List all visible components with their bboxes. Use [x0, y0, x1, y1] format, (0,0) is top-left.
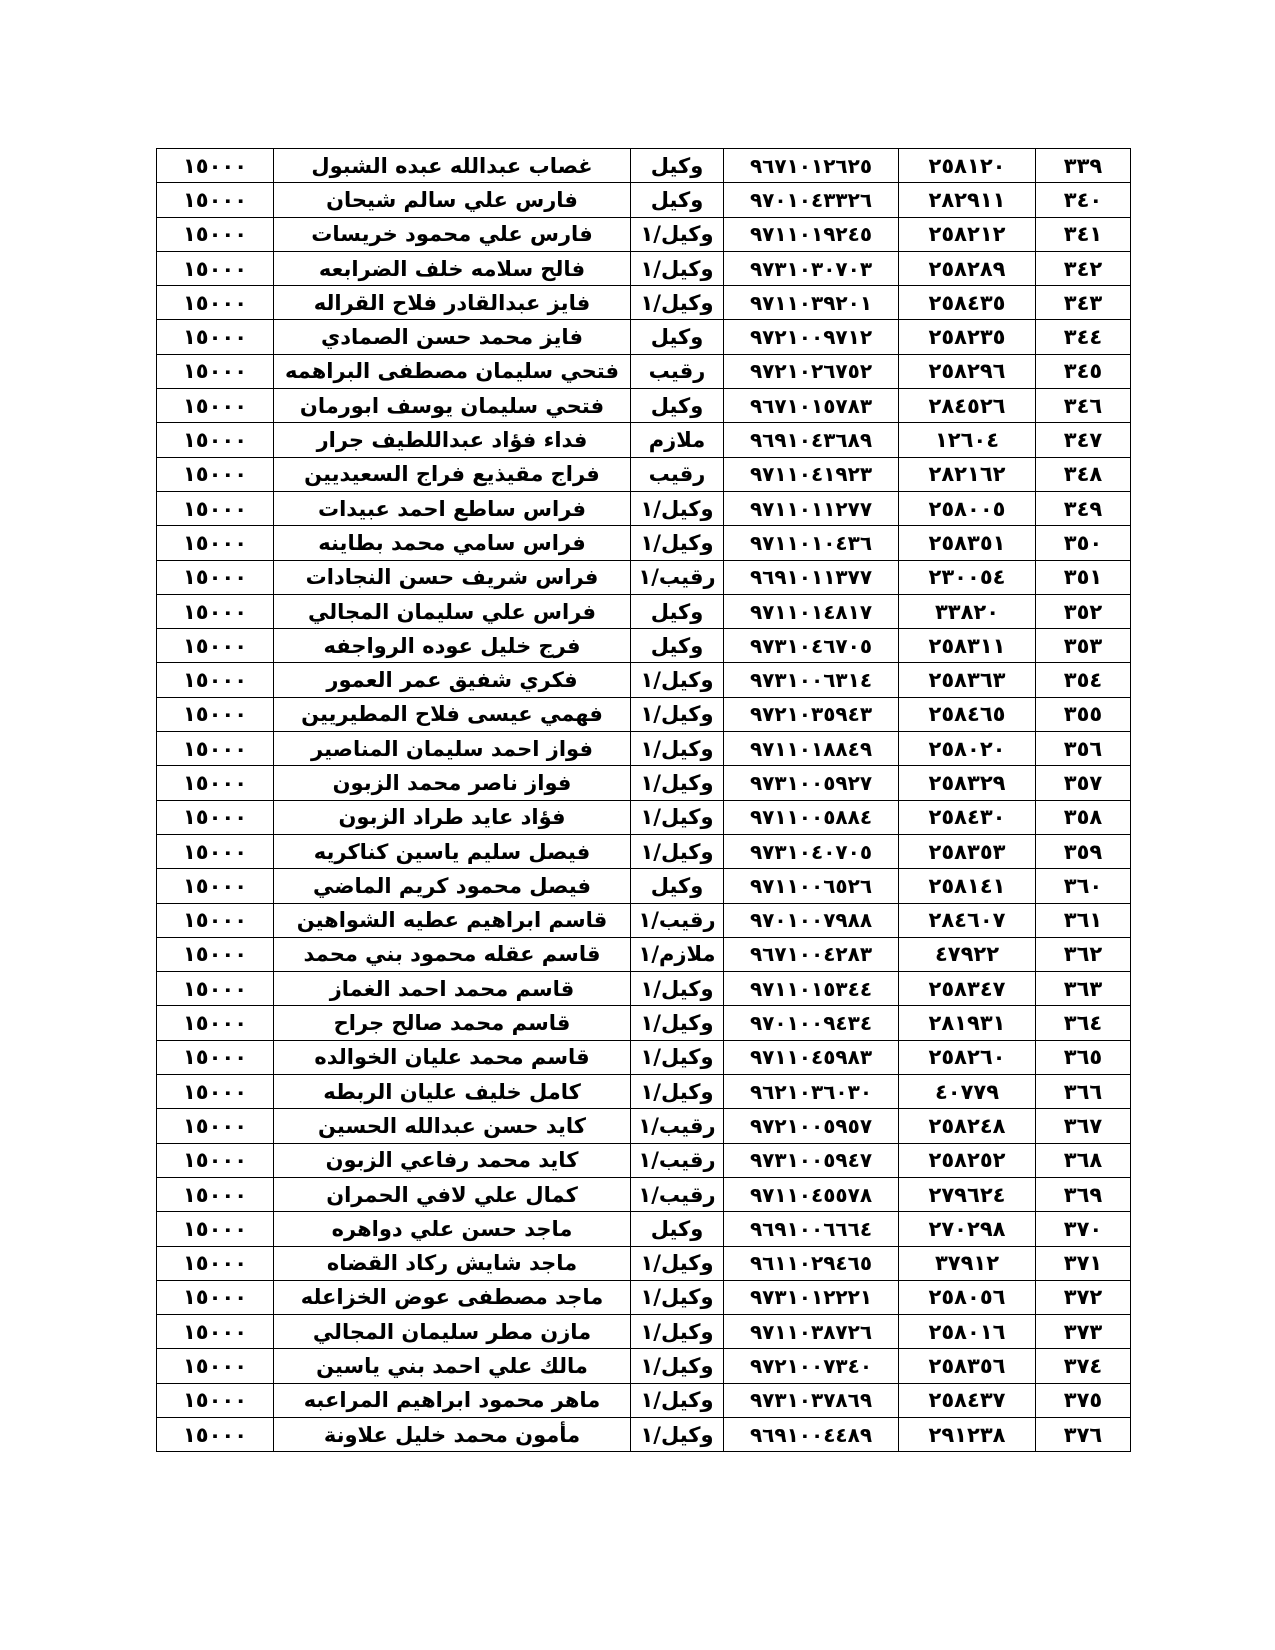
person-name-cell: مازن مطر سليمان المجالي	[274, 1315, 631, 1349]
serial-number-cell: ٣٧٦	[1036, 1417, 1131, 1451]
amount-cell: ١٥٠٠٠	[157, 1383, 274, 1417]
amount-cell: ١٥٠٠٠	[157, 217, 274, 251]
rank-cell: رقيب/١	[631, 560, 724, 594]
national-number-cell: ٩٧٣١٠٣٠٧٠٣	[724, 251, 899, 285]
military-number-cell: ٢٥٨٤٣٧	[899, 1383, 1036, 1417]
amount-cell: ١٥٠٠٠	[157, 389, 274, 423]
amount-cell: ١٥٠٠٠	[157, 491, 274, 525]
serial-number-cell: ٣٧١	[1036, 1246, 1131, 1280]
roster-table	[156, 148, 1131, 1452]
rank-cell: وكيل/١	[631, 251, 724, 285]
rank-cell: رقيب/١	[631, 1177, 724, 1211]
national-number-cell: ٩٧٣١٠٠٦٣١٤	[724, 663, 899, 697]
rank-cell: وكيل/١	[631, 972, 724, 1006]
person-name-cell: غصاب عبدالله عبده الشبول	[274, 149, 631, 183]
amount-cell: ١٥٠٠٠	[157, 1417, 274, 1451]
national-number-cell: ٩٦٧١٠١٢٦٢٥	[724, 149, 899, 183]
military-number-cell: ٢٥٨٣٥٦	[899, 1349, 1036, 1383]
national-number-cell: ٩٧١١٠١٤٨١٧	[724, 594, 899, 628]
serial-number-cell: ٣٤٢	[1036, 251, 1131, 285]
person-name-cell: كمال علي لافي الحمران	[274, 1177, 631, 1211]
person-name-cell: قاسم محمد احمد الغماز	[274, 972, 631, 1006]
amount-cell: ١٥٠٠٠	[157, 834, 274, 868]
amount-cell: ١٥٠٠٠	[157, 1075, 274, 1109]
amount-cell: ١٥٠٠٠	[157, 183, 274, 217]
serial-number-cell: ٣٤٨	[1036, 457, 1131, 491]
amount-cell: ١٥٠٠٠	[157, 320, 274, 354]
serial-number-cell: ٣٥٧	[1036, 766, 1131, 800]
person-name-cell: قاسم محمد صالح جراح	[274, 1006, 631, 1040]
national-number-cell: ٩٧١١٠٤١٩٢٣	[724, 457, 899, 491]
national-number-cell: ٩٧٠١٠٠٩٤٣٤	[724, 1006, 899, 1040]
table-row	[157, 1075, 1131, 1109]
person-name-cell: فراس علي سليمان المجالي	[274, 594, 631, 628]
person-name-cell: فالح سلامه خلف الضرابعه	[274, 251, 631, 285]
serial-number-cell: ٣٦٤	[1036, 1006, 1131, 1040]
table-row	[157, 217, 1131, 251]
table-row	[157, 1006, 1131, 1040]
rank-cell: وكيل/١	[631, 1246, 724, 1280]
table-row	[157, 766, 1131, 800]
military-number-cell: ٢٥٨٢٨٩	[899, 251, 1036, 285]
table-row	[157, 800, 1131, 834]
table-row	[157, 457, 1131, 491]
national-number-cell: ٩٦١١٠٢٩٤٦٥	[724, 1246, 899, 1280]
national-number-cell: ٩٧٣١٠١٢٢٢١	[724, 1280, 899, 1314]
military-number-cell: ٢٥٨١٤١	[899, 869, 1036, 903]
serial-number-cell: ٣٥١	[1036, 560, 1131, 594]
table-row	[157, 1280, 1131, 1314]
person-name-cell: ماهر محمود ابراهيم المراعبه	[274, 1383, 631, 1417]
military-number-cell: ٣٣٨٢٠	[899, 594, 1036, 628]
rank-cell: وكيل/١	[631, 1417, 724, 1451]
military-number-cell: ٢٧٠٢٩٨	[899, 1212, 1036, 1246]
amount-cell: ١٥٠٠٠	[157, 1315, 274, 1349]
rank-cell: وكيل	[631, 389, 724, 423]
table-row	[157, 1040, 1131, 1074]
amount-cell: ١٥٠٠٠	[157, 766, 274, 800]
table-row	[157, 937, 1131, 971]
amount-cell: ١٥٠٠٠	[157, 937, 274, 971]
national-number-cell: ٩٦٩١٠١١٣٧٧	[724, 560, 899, 594]
national-number-cell: ٩٦٧١٠٠٤٢٨٣	[724, 937, 899, 971]
rank-cell: رقيب	[631, 354, 724, 388]
person-name-cell: فارس علي محمود خريسات	[274, 217, 631, 251]
serial-number-cell: ٣٤٦	[1036, 389, 1131, 423]
national-number-cell: ٩٧١١٠٤٥٥٧٨	[724, 1177, 899, 1211]
person-name-cell: فكري شفيق عمر العمور	[274, 663, 631, 697]
national-number-cell: ٩٧١١٠١٩٢٤٥	[724, 217, 899, 251]
military-number-cell: ٣٧٩١٢	[899, 1246, 1036, 1280]
serial-number-cell: ٣٦٣	[1036, 972, 1131, 1006]
table-row	[157, 1177, 1131, 1211]
serial-number-cell: ٣٣٩	[1036, 149, 1131, 183]
serial-number-cell: ٣٤٩	[1036, 491, 1131, 525]
national-number-cell: ٩٧١١٠٠٦٥٢٦	[724, 869, 899, 903]
rank-cell: وكيل/١	[631, 1040, 724, 1074]
military-number-cell: ٢٧٩٦٢٤	[899, 1177, 1036, 1211]
national-number-cell: ٩٧٣١٠٠٥٩٢٧	[724, 766, 899, 800]
military-number-cell: ٢٥٨٣١١	[899, 629, 1036, 663]
table-row	[157, 1212, 1131, 1246]
rank-cell: وكيل	[631, 149, 724, 183]
military-number-cell: ٢٥٨٢٣٥	[899, 320, 1036, 354]
rank-cell: رقيب	[631, 457, 724, 491]
rank-cell: وكيل/١	[631, 1349, 724, 1383]
person-name-cell: قاسم عقله محمود بني محمد	[274, 937, 631, 971]
serial-number-cell: ٣٦٩	[1036, 1177, 1131, 1211]
table-row	[157, 1246, 1131, 1280]
rank-cell: رقيب/١	[631, 1109, 724, 1143]
military-number-cell: ٢٥٨٣٦٣	[899, 663, 1036, 697]
serial-number-cell: ٣٤٠	[1036, 183, 1131, 217]
national-number-cell: ٩٧٠١٠٤٣٣٢٦	[724, 183, 899, 217]
military-number-cell: ٢٨٤٦٠٧	[899, 903, 1036, 937]
national-number-cell: ٩٧٣١٠٣٧٨٦٩	[724, 1383, 899, 1417]
table-row	[157, 732, 1131, 766]
serial-number-cell: ٣٤٥	[1036, 354, 1131, 388]
person-name-cell: فهمي عيسى فلاح المطيريين	[274, 697, 631, 731]
person-name-cell: كامل خليف عليان الربطه	[274, 1075, 631, 1109]
table-row	[157, 423, 1131, 457]
table-row	[157, 1143, 1131, 1177]
rank-cell: رقيب/١	[631, 903, 724, 937]
person-name-cell: مالك علي احمد بني ياسين	[274, 1349, 631, 1383]
rank-cell: وكيل/١	[631, 491, 724, 525]
serial-number-cell: ٣٦٧	[1036, 1109, 1131, 1143]
national-number-cell: ٩٧٢١٠٠٥٩٥٧	[724, 1109, 899, 1143]
table-row	[157, 560, 1131, 594]
serial-number-cell: ٣٥٣	[1036, 629, 1131, 663]
table-row	[157, 1349, 1131, 1383]
military-number-cell: ٢٥٨٠٠٥	[899, 491, 1036, 525]
military-number-cell: ٢٥٨٠٥٦	[899, 1280, 1036, 1314]
person-name-cell: فايز عبدالقادر فلاح القراله	[274, 286, 631, 320]
military-number-cell: ١٢٦٠٤	[899, 423, 1036, 457]
serial-number-cell: ٣٥٥	[1036, 697, 1131, 731]
amount-cell: ١٥٠٠٠	[157, 1349, 274, 1383]
national-number-cell: ٩٧١١٠٣٩٢٠١	[724, 286, 899, 320]
amount-cell: ١٥٠٠٠	[157, 1109, 274, 1143]
rank-cell: وكيل	[631, 594, 724, 628]
national-number-cell: ٩٦٩١٠٠٦٦٦٤	[724, 1212, 899, 1246]
table-row	[157, 526, 1131, 560]
military-number-cell: ٢٥٨٠٢٠	[899, 732, 1036, 766]
military-number-cell: ٢٩١٢٣٨	[899, 1417, 1036, 1451]
table-row	[157, 286, 1131, 320]
military-number-cell: ٢٨١٩٣١	[899, 1006, 1036, 1040]
rank-cell: وكيل	[631, 869, 724, 903]
national-number-cell: ٩٧١١٠١١٢٧٧	[724, 491, 899, 525]
military-number-cell: ٢٨٤٥٢٦	[899, 389, 1036, 423]
rank-cell: ملازم	[631, 423, 724, 457]
rank-cell: رقيب/١	[631, 1143, 724, 1177]
military-number-cell: ٢٥٨٢٩٦	[899, 354, 1036, 388]
person-name-cell: فتحي سليمان مصطفى البراهمه	[274, 354, 631, 388]
serial-number-cell: ٣٥٨	[1036, 800, 1131, 834]
military-number-cell: ٤٠٧٧٩	[899, 1075, 1036, 1109]
person-name-cell: فارس علي سالم شيحان	[274, 183, 631, 217]
person-name-cell: قاسم ابراهيم عطيه الشواهين	[274, 903, 631, 937]
table-row	[157, 149, 1131, 183]
rank-cell: وكيل/١	[631, 1383, 724, 1417]
national-number-cell: ٩٧٣١٠٠٥٩٤٧	[724, 1143, 899, 1177]
table-row	[157, 1315, 1131, 1349]
military-number-cell: ٢٥٨٢١٢	[899, 217, 1036, 251]
national-number-cell: ٩٧١١٠١٠٤٣٦	[724, 526, 899, 560]
serial-number-cell: ٣٧٥	[1036, 1383, 1131, 1417]
serial-number-cell: ٣٦٥	[1036, 1040, 1131, 1074]
amount-cell: ١٥٠٠٠	[157, 903, 274, 937]
national-number-cell: ٩٧٢١٠٣٥٩٤٣	[724, 697, 899, 731]
amount-cell: ١٥٠٠٠	[157, 457, 274, 491]
national-number-cell: ٩٧١١٠٤٥٩٨٣	[724, 1040, 899, 1074]
national-number-cell: ٩٧١١٠١٨٨٤٩	[724, 732, 899, 766]
person-name-cell: ماجد شايش ركاد القضاه	[274, 1246, 631, 1280]
amount-cell: ١٥٠٠٠	[157, 663, 274, 697]
amount-cell: ١٥٠٠٠	[157, 800, 274, 834]
amount-cell: ١٥٠٠٠	[157, 526, 274, 560]
table-row	[157, 251, 1131, 285]
table-row	[157, 354, 1131, 388]
rank-cell: وكيل/١	[631, 834, 724, 868]
military-number-cell: ٢٨٢٩١١	[899, 183, 1036, 217]
rank-cell: وكيل/١	[631, 766, 724, 800]
amount-cell: ١٥٠٠٠	[157, 251, 274, 285]
person-name-cell: فراس شريف حسن النجادات	[274, 560, 631, 594]
military-number-cell: ٢٥٨٤٣٥	[899, 286, 1036, 320]
amount-cell: ١٥٠٠٠	[157, 560, 274, 594]
person-name-cell: كايد حسن عبدالله الحسين	[274, 1109, 631, 1143]
rank-cell: وكيل	[631, 629, 724, 663]
rank-cell: وكيل/١	[631, 217, 724, 251]
table-row	[157, 869, 1131, 903]
military-number-cell: ٢٥٨٤٣٠	[899, 800, 1036, 834]
amount-cell: ١٥٠٠٠	[157, 697, 274, 731]
amount-cell: ١٥٠٠٠	[157, 1212, 274, 1246]
rank-cell: وكيل/١	[631, 1006, 724, 1040]
rank-cell: وكيل/١	[631, 732, 724, 766]
person-name-cell: كايد محمد رفاعي الزبون	[274, 1143, 631, 1177]
person-name-cell: فرج خليل عوده الرواجفه	[274, 629, 631, 663]
serial-number-cell: ٣٧٤	[1036, 1349, 1131, 1383]
national-number-cell: ٩٧١١٠١٥٣٤٤	[724, 972, 899, 1006]
serial-number-cell: ٣٥٦	[1036, 732, 1131, 766]
person-name-cell: فراس ساطع احمد عبيدات	[274, 491, 631, 525]
person-name-cell: فراس سامي محمد بطاينه	[274, 526, 631, 560]
serial-number-cell: ٣٦٦	[1036, 1075, 1131, 1109]
serial-number-cell: ٣٥٢	[1036, 594, 1131, 628]
person-name-cell: فيصل محمود كريم الماضي	[274, 869, 631, 903]
national-number-cell: ٩٦٢١٠٣٦٠٣٠	[724, 1075, 899, 1109]
table-row	[157, 972, 1131, 1006]
rank-cell: وكيل/١	[631, 1075, 724, 1109]
table-row	[157, 389, 1131, 423]
serial-number-cell: ٣٦٨	[1036, 1143, 1131, 1177]
rank-cell: وكيل/١	[631, 1315, 724, 1349]
table-row	[157, 1109, 1131, 1143]
military-number-cell: ٢٥٨٤٦٥	[899, 697, 1036, 731]
person-name-cell: ماجد مصطفى عوض الخزاعله	[274, 1280, 631, 1314]
amount-cell: ١٥٠٠٠	[157, 354, 274, 388]
amount-cell: ١٥٠٠٠	[157, 1177, 274, 1211]
person-name-cell: مأمون محمد خليل علاونة	[274, 1417, 631, 1451]
amount-cell: ١٥٠٠٠	[157, 1280, 274, 1314]
serial-number-cell: ٣٥٠	[1036, 526, 1131, 560]
amount-cell: ١٥٠٠٠	[157, 1143, 274, 1177]
person-name-cell: فتحي سليمان يوسف ابورمان	[274, 389, 631, 423]
table-row	[157, 594, 1131, 628]
amount-cell: ١٥٠٠٠	[157, 149, 274, 183]
amount-cell: ١٥٠٠٠	[157, 732, 274, 766]
national-number-cell: ٩٧٢١٠٠٩٧١٢	[724, 320, 899, 354]
serial-number-cell: ٣٤٧	[1036, 423, 1131, 457]
rank-cell: وكيل/١	[631, 663, 724, 697]
rank-cell: وكيل/١	[631, 1280, 724, 1314]
serial-number-cell: ٣٧٠	[1036, 1212, 1131, 1246]
military-number-cell: ٢٨٢١٦٢	[899, 457, 1036, 491]
military-number-cell: ٢٣٠٠٥٤	[899, 560, 1036, 594]
amount-cell: ١٥٠٠٠	[157, 869, 274, 903]
serial-number-cell: ٣٥٤	[1036, 663, 1131, 697]
military-number-cell: ٢٥٨١٢٠	[899, 149, 1036, 183]
table-row	[157, 1383, 1131, 1417]
person-name-cell: فيصل سليم ياسين كناكريه	[274, 834, 631, 868]
military-number-cell: ٢٥٨٢٦٠	[899, 1040, 1036, 1074]
table-row	[157, 663, 1131, 697]
table-row	[157, 320, 1131, 354]
amount-cell: ١٥٠٠٠	[157, 286, 274, 320]
rank-cell: وكيل	[631, 320, 724, 354]
amount-cell: ١٥٠٠٠	[157, 1246, 274, 1280]
table-row	[157, 183, 1131, 217]
amount-cell: ١٥٠٠٠	[157, 629, 274, 663]
national-number-cell: ٩٦٧١٠١٥٧٨٣	[724, 389, 899, 423]
amount-cell: ١٥٠٠٠	[157, 594, 274, 628]
person-name-cell: فواز احمد سليمان المناصير	[274, 732, 631, 766]
person-name-cell: قاسم محمد عليان الخوالده	[274, 1040, 631, 1074]
military-number-cell: ٢٥٨٣٢٩	[899, 766, 1036, 800]
person-name-cell: فراج مقيذيع فراج السعيديين	[274, 457, 631, 491]
national-number-cell: ٩٧١١٠٣٨٧٢٦	[724, 1315, 899, 1349]
amount-cell: ١٥٠٠٠	[157, 1040, 274, 1074]
rank-cell: وكيل	[631, 183, 724, 217]
table-row	[157, 903, 1131, 937]
person-name-cell: فداء فؤاد عبداللطيف جرار	[274, 423, 631, 457]
person-name-cell: فايز محمد حسن الصمادي	[274, 320, 631, 354]
amount-cell: ١٥٠٠٠	[157, 1006, 274, 1040]
military-number-cell: ٢٥٨٢٥٢	[899, 1143, 1036, 1177]
table-row	[157, 697, 1131, 731]
amount-cell: ١٥٠٠٠	[157, 972, 274, 1006]
national-number-cell: ٩٧١١٠٠٥٨٨٤	[724, 800, 899, 834]
military-number-cell: ٤٧٩٢٢	[899, 937, 1036, 971]
table-row	[157, 629, 1131, 663]
national-number-cell: ٩٧٣١٠٤٠٧٠٥	[724, 834, 899, 868]
national-number-cell: ٩٦٩١٠٤٣٦٨٩	[724, 423, 899, 457]
military-number-cell: ٢٥٨٣٥٣	[899, 834, 1036, 868]
serial-number-cell: ٣٥٩	[1036, 834, 1131, 868]
serial-number-cell: ٣٧٢	[1036, 1280, 1131, 1314]
serial-number-cell: ٣٤٤	[1036, 320, 1131, 354]
table-row	[157, 1417, 1131, 1451]
military-number-cell: ٢٥٨٢٤٨	[899, 1109, 1036, 1143]
national-number-cell: ٩٧٠١٠٠٧٩٨٨	[724, 903, 899, 937]
serial-number-cell: ٣٦٠	[1036, 869, 1131, 903]
person-name-cell: فؤاد عايد طراد الزبون	[274, 800, 631, 834]
serial-number-cell: ٣٦١	[1036, 903, 1131, 937]
national-number-cell: ٩٧٢١٠٠٧٣٤٠	[724, 1349, 899, 1383]
serial-number-cell: ٣٦٢	[1036, 937, 1131, 971]
national-number-cell: ٩٦٩١٠٠٤٤٨٩	[724, 1417, 899, 1451]
rank-cell: وكيل/١	[631, 697, 724, 731]
person-name-cell: فواز ناصر محمد الزبون	[274, 766, 631, 800]
person-name-cell: ماجد حسن علي دواهره	[274, 1212, 631, 1246]
table-row	[157, 491, 1131, 525]
serial-number-cell: ٣٧٣	[1036, 1315, 1131, 1349]
rank-cell: وكيل/١	[631, 286, 724, 320]
rank-cell: وكيل/١	[631, 526, 724, 560]
military-number-cell: ٢٥٨٣٤٧	[899, 972, 1036, 1006]
military-number-cell: ٢٥٨٣٥١	[899, 526, 1036, 560]
national-number-cell: ٩٧٣١٠٤٦٧٠٥	[724, 629, 899, 663]
national-number-cell: ٩٧٢١٠٢٦٧٥٢	[724, 354, 899, 388]
rank-cell: وكيل	[631, 1212, 724, 1246]
rank-cell: ملازم/١	[631, 937, 724, 971]
serial-number-cell: ٣٤١	[1036, 217, 1131, 251]
serial-number-cell: ٣٤٣	[1036, 286, 1131, 320]
roster-body	[157, 149, 1131, 1452]
military-number-cell: ٢٥٨٠١٦	[899, 1315, 1036, 1349]
table-row	[157, 834, 1131, 868]
amount-cell: ١٥٠٠٠	[157, 423, 274, 457]
rank-cell: وكيل/١	[631, 800, 724, 834]
